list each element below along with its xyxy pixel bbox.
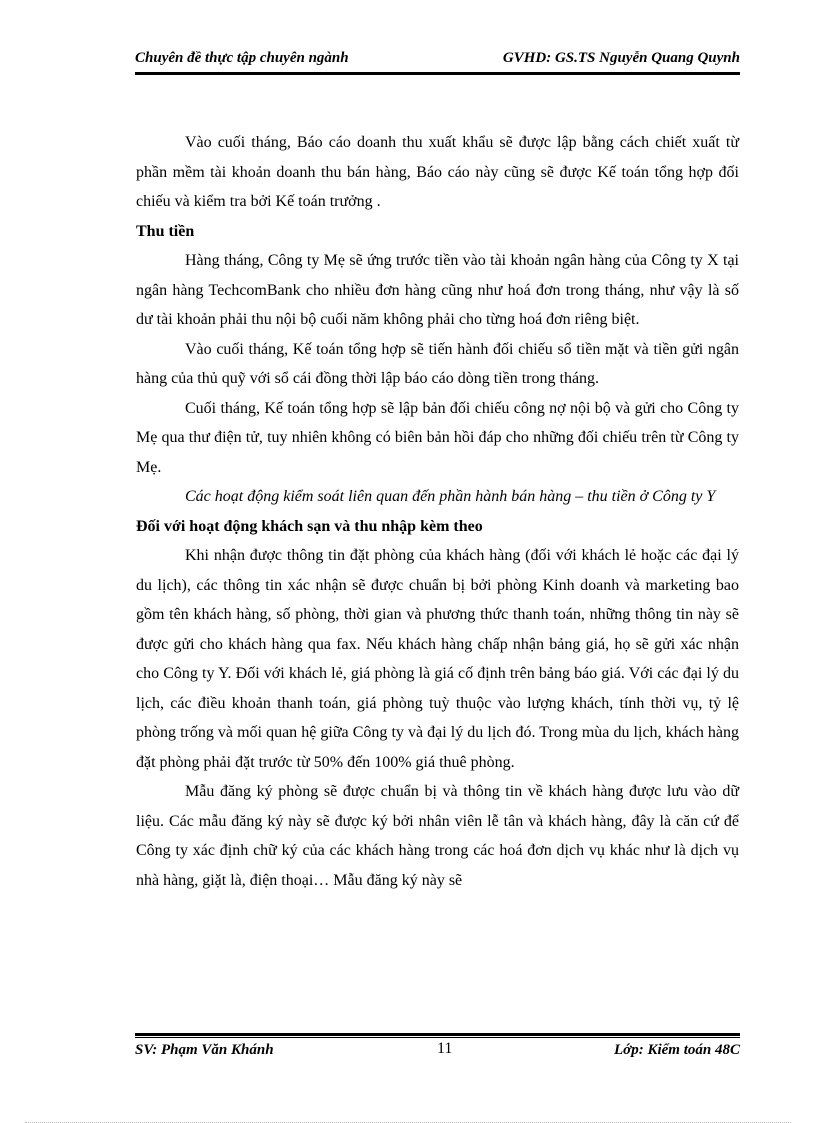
- paragraph: Mẫu đăng ký phòng sẽ được chuẩn bị và thông tin về khách hàng được lưu vào dữ liệu. Các mẫu đăng ký này sẽ được ký bởi nhân viên lễ tân và khách hàng, đây là căn cứ để Công ty xác định chữ ký của các khách hàng trong các hoá đơn dịch vụ khác như là dịch vụ nhà hàng, giặt là, điện thoại… Mẫu đăng ký này sẽ: [136, 783, 739, 889]
- paragraph: Khi nhận được thông tin đặt phòng của khách hàng (đối với khách lẻ hoặc các đại lý du lịch), các thông tin xác nhận sẽ được chuẩn bị bởi phòng Kinh doanh và marketing bao gồm tên khách hàng, số phòng, thời gian và phương thức thanh toán, những thông tin này sẽ được gửi cho khách hàng qua fax. Nếu khách hàng chấp nhận bảng giá, họ sẽ gửi xác nhận cho Công ty Y. Đối với khách lẻ, giá phòng là giá cố định trên bảng báo giá. Với các đại lý du lịch, các điều khoản thanh toán, giá phòng tuỳ thuộc vào lượng khách, tính thời vụ, tỷ lệ phòng trống và mối quan hệ giữa Công ty và đại lý du lịch đó. Trong mùa du lịch, khách hàng đặt phòng phải đặt trước từ 50% đến 100% giá thuê phòng.: [136, 547, 739, 771]
- section-heading: Đối với hoạt động khách sạn và thu nhập kèm theo: [136, 517, 483, 535]
- paragraph: Cuối tháng, Kế toán tổng hợp sẽ lập bản đối chiếu công nợ nội bộ và gửi cho Công ty Mẹ qua thư điện tử, tuy nhiên không có biên bản hồi đáp cho những đối chiếu trên từ Công ty Mẹ.: [136, 399, 739, 476]
- section-heading: Thu tiền: [136, 222, 195, 240]
- footer-student: SV: Phạm Văn Khánh: [135, 1042, 274, 1058]
- document-body: [136, 128, 739, 895]
- italic-subheading: Các hoạt động kiểm soát liên quan đến phần hành bán hàng – thu tiền ở Công ty Y: [185, 488, 716, 505]
- footer-class: Lớp: Kiểm toán 48C: [614, 1042, 740, 1058]
- header-title: Chuyên đề thực tập chuyên ngành: [135, 50, 349, 66]
- header-rule: [135, 72, 740, 75]
- footer-rule: [135, 1033, 740, 1036]
- footer-rule-thin: [135, 1037, 740, 1038]
- paragraph: Vào cuối tháng, Báo cáo doanh thu xuất khẩu sẽ được lập bằng cách chiết xuất từ phần mềm tài khoản doanh thu bán hàng, Báo cáo này cũng sẽ được Kế toán tổng hợp đối chiếu và kiểm tra bởi Kế toán trưởng .: [136, 134, 739, 210]
- page-footer: [135, 1040, 740, 1062]
- header-advisor: GVHD: GS.TS Nguyễn Quang Quynh: [502, 50, 740, 66]
- page-header: [135, 50, 740, 72]
- page-number: 11: [437, 1040, 453, 1057]
- paragraph: Vào cuối tháng, Kế toán tổng hợp sẽ tiến hành đối chiếu sổ tiền mặt và tiền gửi ngân hàng của thủ quỹ với sổ cái đồng thời lập báo cáo dòng tiền trong tháng.: [136, 340, 739, 387]
- paragraph: Hàng tháng, Công ty Mẹ sẽ ứng trước tiền vào tài khoản ngân hàng của Công ty X tại ngân hàng TechcomBank cho nhiều đơn hàng cũng như hoá đơn trong tháng, như vậy là số dư tài khoản phải thu nội bộ cuối năm không phải cho từng hoá đơn riêng biệt.: [136, 252, 739, 328]
